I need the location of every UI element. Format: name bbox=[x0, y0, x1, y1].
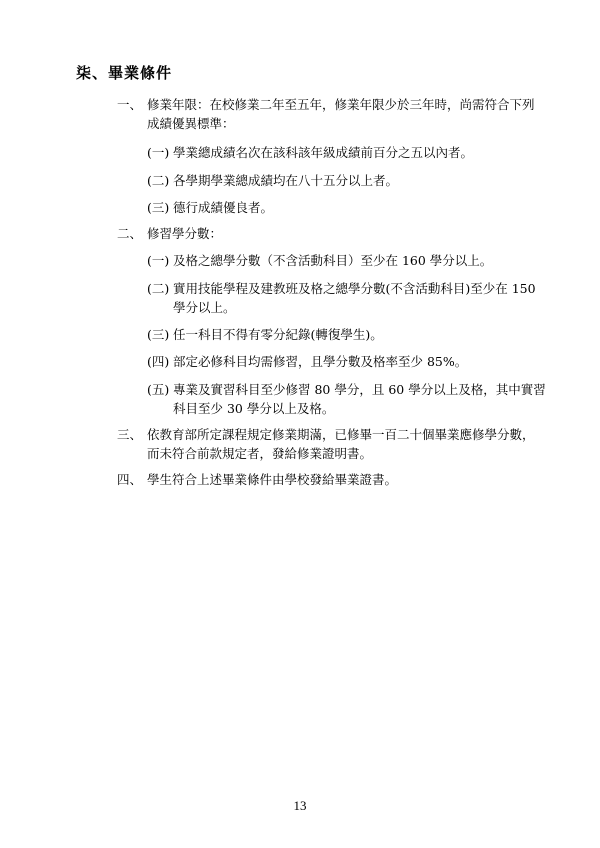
section-title: 柒、畢業條件 bbox=[76, 64, 173, 82]
sub-item-number: (四) bbox=[147, 354, 170, 369]
sub-item-text: 實用技能學程及建教班及格之總學分數(不含活動科目)至少在 150 bbox=[173, 281, 536, 296]
sub-item-number: (三) bbox=[147, 200, 170, 215]
sub-item-number: (五) bbox=[147, 382, 170, 397]
item-text-line: 而未符合前款規定者，發給修業證明書。 bbox=[147, 446, 373, 461]
item-text-line: 學生符合上述畢業條件由學校發給畢業證書。 bbox=[147, 472, 398, 487]
item-number: 四、 bbox=[117, 472, 143, 487]
item-number: 三、 bbox=[117, 427, 143, 442]
item-number: 二、 bbox=[117, 226, 143, 241]
sub-item-text: 各學期學業總成績均在八十五分以上者。 bbox=[173, 173, 399, 188]
item-text-line: 修習學分數： bbox=[147, 226, 223, 241]
page-number: 13 bbox=[293, 798, 307, 813]
sub-item-text: 學業總成績名次在該科該年級成績前百分之五以內者。 bbox=[173, 145, 474, 160]
item-text-line: 依教育部所定課程規定修業期滿，已修畢一百二十個畢業應修學分數， bbox=[147, 427, 535, 442]
sub-item-number: (一) bbox=[147, 145, 170, 160]
item-number: 一、 bbox=[117, 97, 143, 112]
item-text-line: 修業年限：在校修業二年至五年，修業年限少於三年時，尚需符合下列 bbox=[147, 97, 535, 112]
sub-item-text: 任一科目不得有零分紀錄(轉復學生)。 bbox=[173, 327, 383, 342]
item-text-line: 成績優異標準： bbox=[147, 116, 235, 131]
sub-item-text: 科目至少 30 學分以上及格。 bbox=[173, 401, 335, 416]
sub-item-text: 學分以上。 bbox=[173, 300, 236, 315]
sub-item-number: (一) bbox=[147, 253, 170, 268]
sub-item-number: (三) bbox=[147, 327, 170, 342]
sub-item-number: (二) bbox=[147, 173, 170, 188]
sub-item-number: (二) bbox=[147, 281, 170, 296]
sub-item-text: 德行成績優良者。 bbox=[173, 200, 274, 215]
sub-item-text: 及格之總學分數（不含活動科目）至少在 160 學分以上。 bbox=[173, 253, 493, 268]
item-1 bbox=[117, 95, 537, 135]
sub-item-text: 部定必修科目均需修習，且學分數及格率至少 85%。 bbox=[173, 354, 468, 369]
sub-item-text: 專業及實習科目至少修習 80 學分，且 60 學分以上及格，其中實習 bbox=[173, 382, 546, 397]
